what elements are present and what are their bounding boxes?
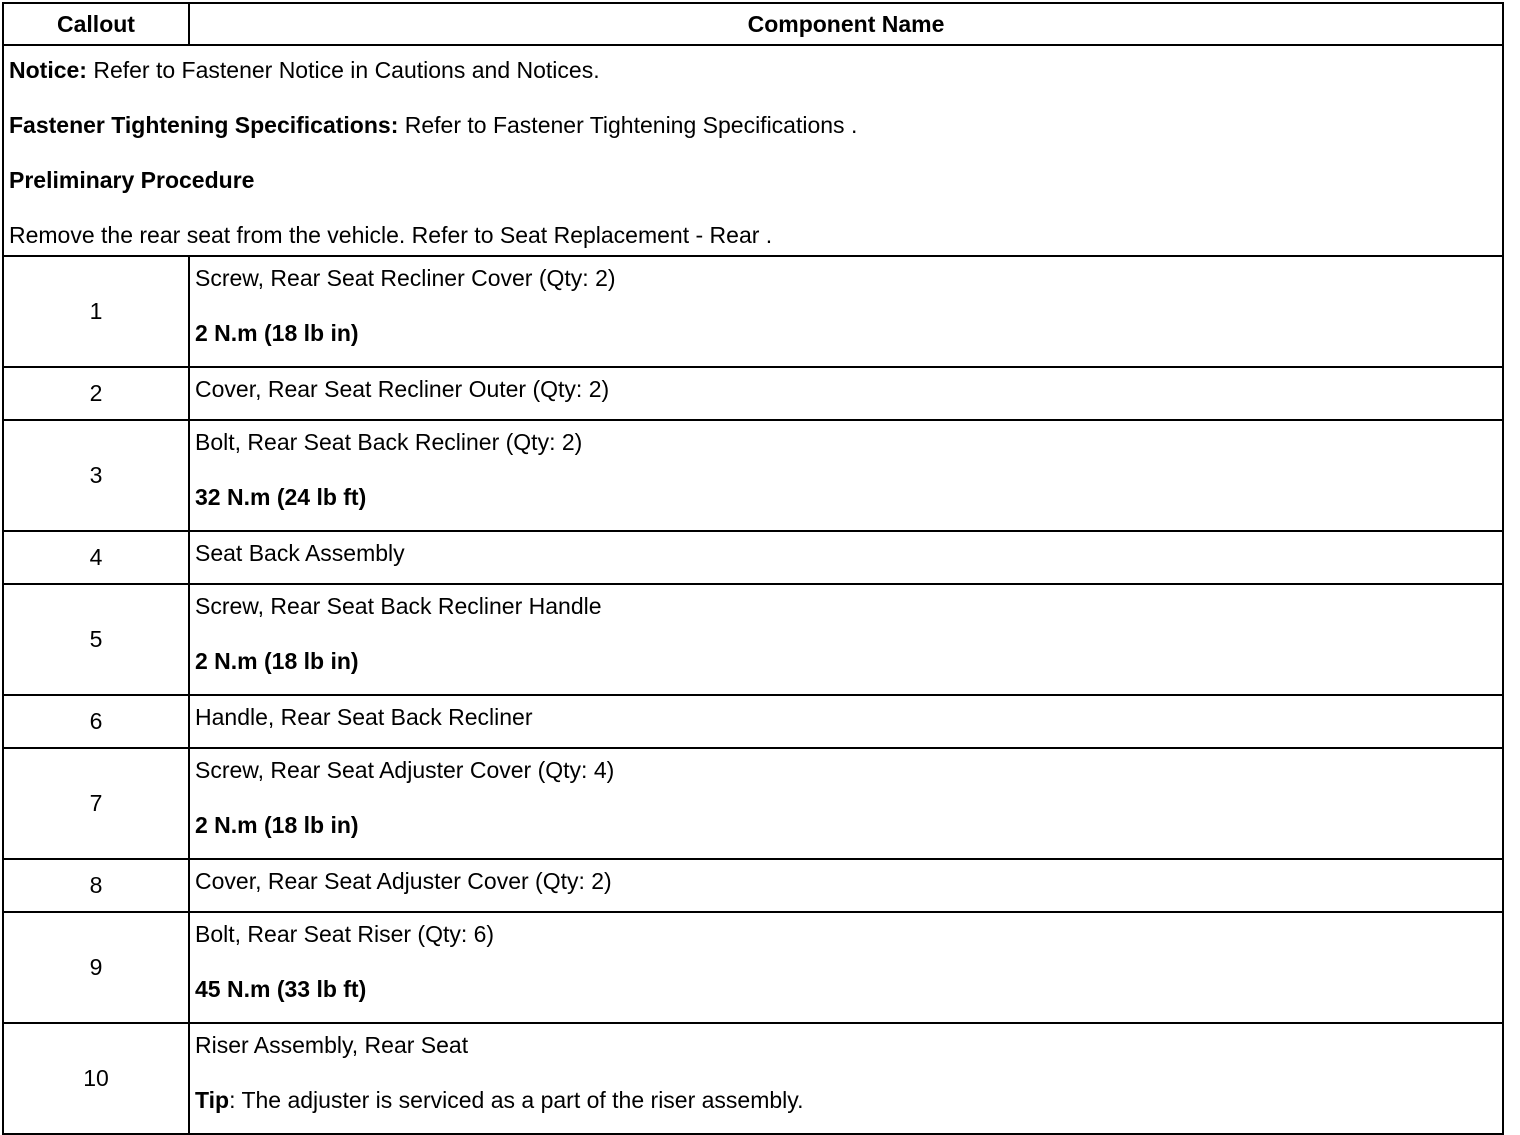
header-row xyxy=(3,3,1503,45)
torque-spec: 2 N.m (18 lb in) xyxy=(195,812,359,838)
notice-cell xyxy=(3,45,1503,256)
callout-number: 7 xyxy=(3,748,189,859)
callout-number: 6 xyxy=(3,695,189,748)
table-row xyxy=(3,420,1503,531)
component-name: Screw, Rear Seat Recliner Cover (Qty: 2) xyxy=(195,265,616,291)
torque-spec: 2 N.m (18 lb in) xyxy=(195,648,359,674)
component-name: Screw, Rear Seat Adjuster Cover (Qty: 4) xyxy=(195,757,615,783)
table-row xyxy=(3,859,1503,912)
callout-number: 9 xyxy=(3,912,189,1023)
component-name: Seat Back Assembly xyxy=(195,540,405,566)
torque-spec: 32 N.m (24 lb ft) xyxy=(195,484,367,510)
component-cell xyxy=(189,420,1503,531)
table-row xyxy=(3,695,1503,748)
component-cell xyxy=(189,584,1503,695)
table-row xyxy=(3,531,1503,584)
notice-row xyxy=(3,45,1503,256)
torque-spec: 45 N.m (33 lb ft) xyxy=(195,976,367,1002)
notice-paragraph xyxy=(9,56,1497,84)
component-cell xyxy=(189,912,1503,1023)
component-name: Cover, Rear Seat Adjuster Cover (Qty: 2) xyxy=(195,868,612,894)
notice-label: Notice: xyxy=(9,57,87,83)
component-name: Bolt, Rear Seat Riser (Qty: 6) xyxy=(195,921,495,947)
callout-number: 10 xyxy=(3,1023,189,1134)
callout-number: 5 xyxy=(3,584,189,695)
callout-number: 2 xyxy=(3,367,189,420)
component-name-header: Component Name xyxy=(189,3,1503,45)
table-row xyxy=(3,584,1503,695)
component-name: Screw, Rear Seat Back Recliner Handle xyxy=(195,593,602,619)
table-row xyxy=(3,256,1503,367)
callout-number: 1 xyxy=(3,256,189,367)
callout-header: Callout xyxy=(3,3,189,45)
fastener-paragraph xyxy=(9,111,1497,139)
table-row xyxy=(3,1023,1503,1134)
preliminary-text: Remove the rear seat from the vehicle. Refer to Seat Replacement - Rear . xyxy=(9,222,773,248)
table-row xyxy=(3,367,1503,420)
component-name: Riser Assembly, Rear Seat xyxy=(195,1032,469,1058)
tip-note xyxy=(195,1086,1497,1114)
torque-spec: 2 N.m (18 lb in) xyxy=(195,320,359,346)
component-cell xyxy=(189,859,1503,912)
fastener-text: Refer to Fastener Tightening Specifications . xyxy=(398,112,858,138)
table-row xyxy=(3,748,1503,859)
component-cell xyxy=(189,695,1503,748)
component-name: Handle, Rear Seat Back Recliner xyxy=(195,704,533,730)
component-cell xyxy=(189,748,1503,859)
callout-number: 3 xyxy=(3,420,189,531)
table-row xyxy=(3,912,1503,1023)
component-cell xyxy=(189,256,1503,367)
component-name: Cover, Rear Seat Recliner Outer (Qty: 2) xyxy=(195,376,610,402)
component-cell xyxy=(189,531,1503,584)
fastener-label: Fastener Tightening Specifications: xyxy=(9,112,399,138)
notice-text: Refer to Fastener Notice in Cautions and Notices. xyxy=(86,57,600,83)
callout-number: 8 xyxy=(3,859,189,912)
tip-text: : The adjuster is serviced as a part of the riser assembly. xyxy=(229,1087,804,1113)
component-name: Bolt, Rear Seat Back Recliner (Qty: 2) xyxy=(195,429,583,455)
component-cell xyxy=(189,1023,1503,1134)
component-table xyxy=(2,2,1504,1135)
component-cell xyxy=(189,367,1503,420)
preliminary-heading: Preliminary Procedure xyxy=(9,167,255,193)
tip-label: Tip xyxy=(195,1087,230,1113)
callout-number: 4 xyxy=(3,531,189,584)
